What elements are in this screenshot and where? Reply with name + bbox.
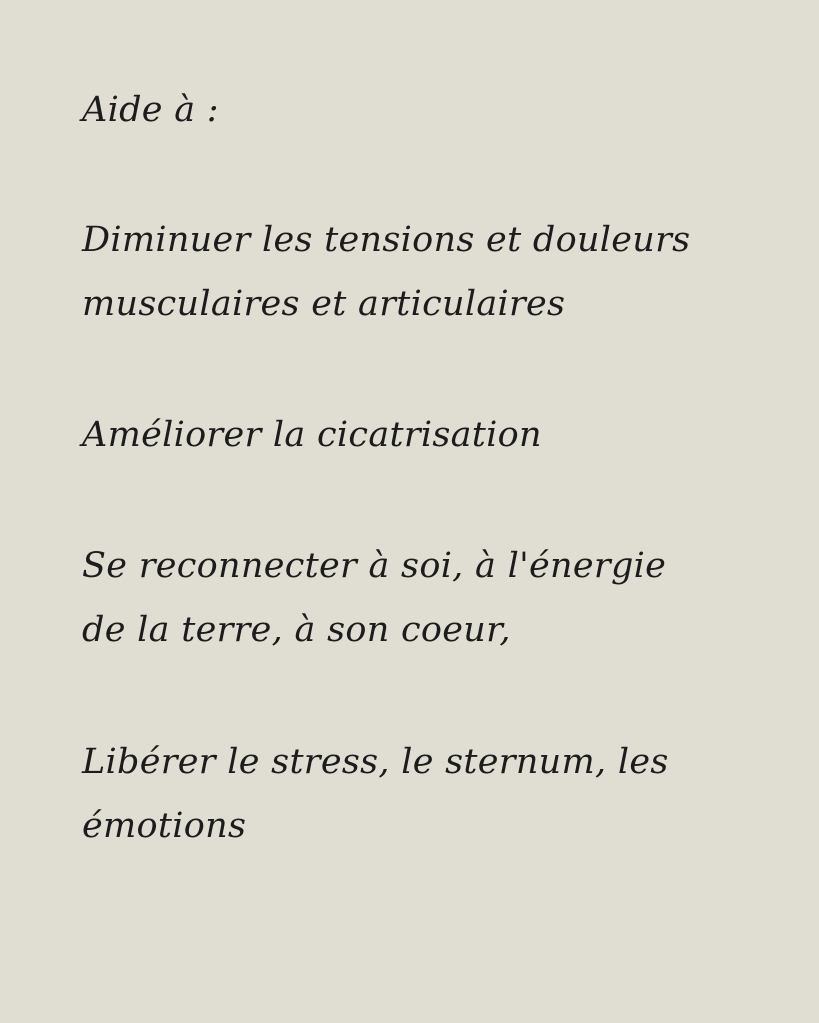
note-heading: Aide à : xyxy=(82,90,219,130)
benefit-1-line-2: musculaires et articulaires xyxy=(82,284,566,324)
benefit-4-line-1: Libérer le stress, le sternum, les xyxy=(82,742,669,782)
benefit-2-line-1: Améliorer la cicatrisation xyxy=(82,415,542,455)
benefit-4-line-2: émotions xyxy=(82,806,247,846)
benefit-1-line-1: Diminuer les tensions et douleurs xyxy=(82,220,691,260)
benefit-3-line-1: Se reconnecter à soi, à l'énergie xyxy=(82,546,667,586)
benefit-3-line-2: de la terre, à son coeur, xyxy=(82,610,511,650)
